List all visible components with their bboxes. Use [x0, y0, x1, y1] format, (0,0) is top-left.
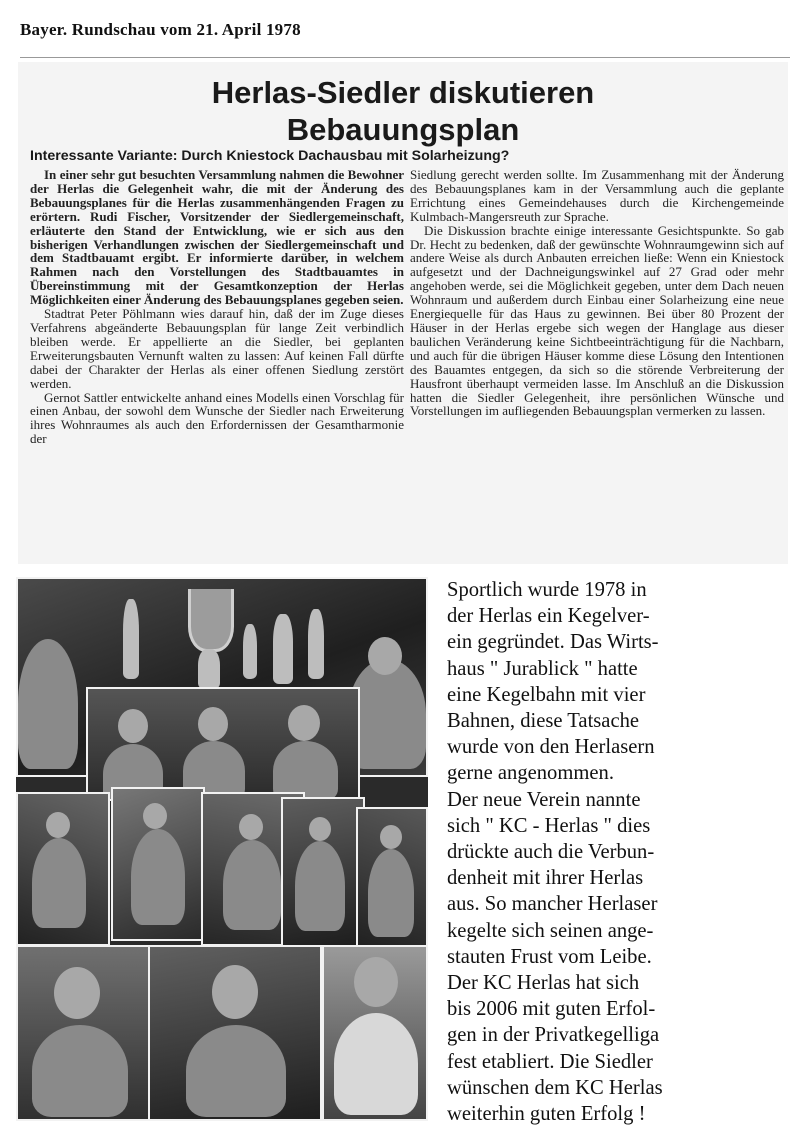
bowler-photo [16, 792, 110, 946]
person-figure [186, 1025, 286, 1117]
person-figure [131, 829, 185, 925]
bowler-photo [356, 807, 428, 951]
person-figure [295, 841, 345, 931]
trophy-icon [308, 609, 324, 679]
trophy-icon [243, 624, 257, 679]
story-line: Der KC Herlas hat sich [447, 972, 640, 995]
person-head [354, 957, 398, 1007]
story-line: fest etabliert. Die Siedler [447, 1050, 653, 1073]
photo-collage [16, 577, 428, 1121]
trophy-icon [188, 589, 234, 652]
person-head [118, 709, 148, 743]
trophy-icon [123, 599, 139, 679]
article-paragraph: Siedlung gerecht werden sollte. Im Zusammenhang mit der Änderung des Bebauungsplanes kam in der Versammlung auch die geplante Errichtung eines Gemeindehauses durch die Kirchengemeinde Kulmbach-Mangersreuth zur Sprache. [410, 167, 784, 224]
story-line: drückte auch die Verbun- [447, 841, 655, 864]
person-head [46, 812, 70, 838]
story-line: der Herlas ein Kegelver- [447, 605, 650, 628]
story-line: bis 2006 mit guten Erfol- [447, 998, 656, 1021]
bowler-photo [281, 797, 365, 951]
person-figure [32, 1025, 128, 1117]
newspaper-clipping [18, 62, 788, 564]
person-head [198, 707, 228, 741]
person-figure [334, 1013, 418, 1115]
story-line: denheit mit ihrer Herlas [447, 867, 644, 890]
subheadline: Interessante Variante: Durch Kniestock Dachausbau mit Solarheizung? [30, 148, 510, 164]
trophy-icon [273, 614, 293, 684]
article-paragraph: Die Diskussion brachte einige interessante Gesichtspunkte. So gab Dr. Hecht zu bedenken, daß der gewünschte Wohnraumgewinn sich auf andere Weise als durch Anbauten erreichen ließe: Wenn ein Kniestock aufgesetzt und der Dachneigungswinkel auf 27 Grad oder mehr angehoben werde, sei die Möglichkeit gegeben, unter dem Dach neuen Wohnraum und außerdem durch Einbau einer Solarheizung eine neue Energiequelle für das Haus zu gewinnen. Bei über 80 Prozent der Häuser in der Herlas ergebe sich wegen der Hanglage aus dieser baulichen Veränderung keine Sichtbeeinträchtigung für die Nachbarn, und auch für die übrigen Häuser komme diese Lösung den Intentionen des Bauamtes entgegen, da sich so die störende Verbreiterung der Hausfront überhaupt vermeiden lasse. Im Anschluß an die Diskussion hatten die Siedler Gelegenheit, ihre persönlichen Wünsche und Vorstellungen im aufliegenden Bebauungsplan vermerken zu lassen. [410, 222, 784, 419]
person-head [288, 705, 320, 741]
person-figure [368, 849, 414, 937]
headline [18, 74, 788, 148]
person-figure [223, 840, 281, 930]
headline-line-1: Herlas-Siedler diskutieren [211, 75, 595, 110]
divider [20, 57, 790, 58]
story-line: gerne angenommen. [447, 762, 614, 785]
person-head [212, 965, 258, 1019]
story-line: Sportlich wurde 1978 in [447, 579, 647, 601]
story-line: stauten Frust vom Leibe. [447, 945, 652, 968]
story-line: weiterhin guten Erfolg ! [447, 1103, 646, 1126]
person-head [368, 637, 402, 675]
article-column-right [410, 168, 784, 418]
group-photo [86, 687, 360, 801]
article-paragraph: In einer sehr gut besuchten Versammlung nahmen die Bewohner der Herlas die Gelegenheit wahr, die mit der Änderung des Bebauungsplanes für die Herlas zusammenhängenden Fragen zu erörtern. Rudi Fischer, Vorsitzender der Siedlergemeinschaft, erläuterte den Stand der Entwicklung, wie er sich aus den bisherigen Verhandlungen zwischen der Siedlergemeinschaft und dem Stadtbauamt ergibt. Er informierte darüber, in welchem Rahmen nach den Vorstellungen des Stadtbauamtes in Übereinstimmung mit der Gesamtkonzeption der Herlas Möglichkeiten einer Änderung des Bebauungsplanes gegeben seien. [30, 167, 404, 308]
person-head [143, 803, 167, 829]
person-head [380, 825, 402, 849]
article-column-left [30, 168, 404, 446]
person-head [239, 814, 263, 840]
story-line: kegelte sich seinen ange- [447, 919, 654, 942]
bowler-photo [111, 787, 205, 941]
story-line: ein gegründet. Das Wirts- [447, 631, 659, 654]
story-line: sich " KC - Herlas " dies [447, 814, 651, 837]
source-line: Bayer. Rundschau vom 21. April 1978 [20, 20, 301, 39]
story-line: eine Kegelbahn mit vier [447, 683, 646, 706]
article-paragraph: Gernot Sattler entwickelte anhand eines Modells einen Vorschlag für einen Anbau, der sowohl dem Wunsche der Siedler nach Erweiterung ihres Wohnraumes als auch den Erfordernissen der Gesamtharmonie der [30, 389, 404, 447]
story-text [447, 577, 792, 1127]
trophy-icon [198, 649, 220, 689]
person-figure [32, 838, 86, 928]
person-figure [18, 639, 78, 769]
article-paragraph: Stadtrat Peter Pöhlmann wies darauf hin, daß der im Zuge dieses Verfahrens abgeänderte Bebauungsplan für lange Zeit verbindlich bleiben werde. Er appellierte an die Siedler, bei geplanten Erweiterungsbauten Vernunft walten zu lassen: Auf keinen Fall dürfte dabei der Charakter der Herlas als einer offenen Siedlung zerstört werden. [30, 306, 404, 391]
portrait-photo [148, 945, 322, 1121]
story-line: aus. So mancher Herlaser [447, 893, 658, 916]
story-line: wurde von den Herlasern [447, 736, 655, 759]
story-line: gen in der Privatkegelliga [447, 1024, 660, 1047]
headline-line-2: Bebauungsplan [286, 112, 520, 147]
story-line: Bahnen, diese Tatsache [447, 710, 640, 733]
portrait-photo [16, 945, 152, 1121]
person-head [54, 967, 100, 1019]
story-line: haus " Jurablick " hatte [447, 657, 638, 680]
portrait-photo [322, 945, 428, 1121]
person-head [309, 817, 331, 841]
story-line: Der neue Verein nannte [447, 788, 641, 811]
story-line: wünschen dem KC Herlas [447, 1076, 663, 1099]
